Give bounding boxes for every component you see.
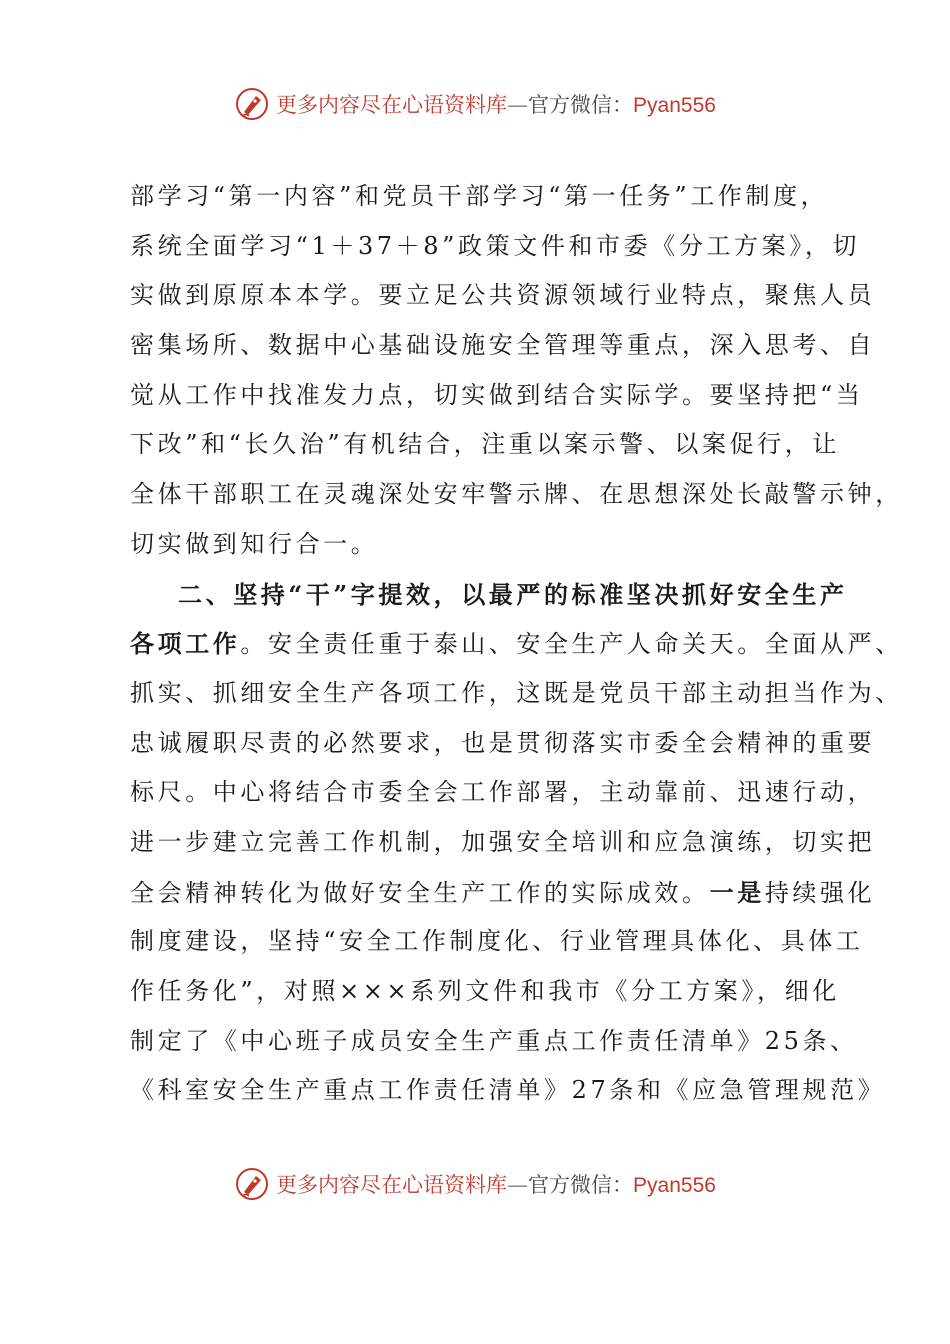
watermark-label: 官方微信：	[528, 1173, 634, 1197]
text-segment: 全会精神转化为做好安全生产工作的实际成效。	[130, 878, 710, 907]
text-line: 标尺。中心将结合市委全会工作部署，主动靠前、迅速行动，	[130, 778, 876, 807]
watermark-dash: —	[507, 93, 529, 117]
text-segment: 持续强化	[764, 878, 876, 907]
watermark-wechat-id: Pyan556	[633, 94, 716, 117]
text-line: 系统全面学习“1＋37＋8”政策文件和市委《分工方案》，切	[130, 231, 861, 260]
text-line	[130, 619, 903, 669]
footer-watermark	[0, 1160, 950, 1208]
text-segment: 。安全责任重于泰山、安全生产人命关天。全面从严、	[240, 630, 903, 659]
text-line: 制定了《中心班子成员安全生产重点工作责任清单》25条、	[130, 1026, 858, 1055]
text-line	[130, 868, 876, 918]
text-line: 密集场所、数据中心基础设施安全管理等重点，深入思考、自	[130, 331, 876, 360]
text-line: 抓实、抓细安全生产各项工作，这既是党员干部主动担当作为、	[130, 678, 903, 707]
pen-nib-icon	[234, 1166, 270, 1202]
text-line: 进一步建立完善工作机制，加强安全培训和应急演练，切实把	[130, 827, 876, 856]
text-line: 下改”和“长久治”有机结合，注重以案示警、以案促行，让	[130, 430, 841, 459]
header-watermark	[0, 80, 950, 128]
watermark-dash: —	[507, 1173, 529, 1197]
pen-nib-icon	[234, 86, 270, 122]
text-line: 部学习“第一内容”和党员干部学习“第一任务”工作制度，	[130, 182, 829, 210]
watermark-label: 官方微信：	[528, 93, 634, 117]
document-body	[130, 172, 903, 1116]
text-line: 实做到原原本本学。要立足公共资源领域行业特点，聚焦人员	[130, 281, 876, 310]
watermark-title: 更多内容尽在心语资料库	[276, 1173, 508, 1197]
text-line: 切实做到知行合一。	[130, 529, 379, 558]
point-marker: 一是	[709, 877, 765, 907]
section-heading-text: 各项工作	[130, 629, 241, 659]
text-line: 觉从工作中找准发力点，切实做到结合实际学。要坚持把“当	[130, 380, 864, 409]
watermark-wechat-id: Pyan556	[633, 1174, 716, 1197]
text-line: 《科室安全生产重点工作责任清单》27条和《应急管理规范》	[130, 1076, 886, 1105]
text-line: 全体干部职工在灵魂深处安牢警示牌、在思想深处长敲警示钟，	[130, 480, 903, 509]
text-line: 作任务化”，对照×××系列文件和我市《分工方案》，细化	[130, 977, 840, 1005]
text-line: 忠诚履职尽责的必然要求，也是贯彻落实市委全会精神的重要	[130, 728, 876, 757]
watermark-title: 更多内容尽在心语资料库	[276, 93, 508, 117]
section-heading-text: 二、坚持“干”字提效，以最严的标准坚决抓好安全生产	[178, 579, 848, 609]
text-line: 制度建设，坚持“安全工作制度化、行业管理具体化、具体工	[130, 927, 864, 956]
section-heading	[130, 570, 850, 620]
